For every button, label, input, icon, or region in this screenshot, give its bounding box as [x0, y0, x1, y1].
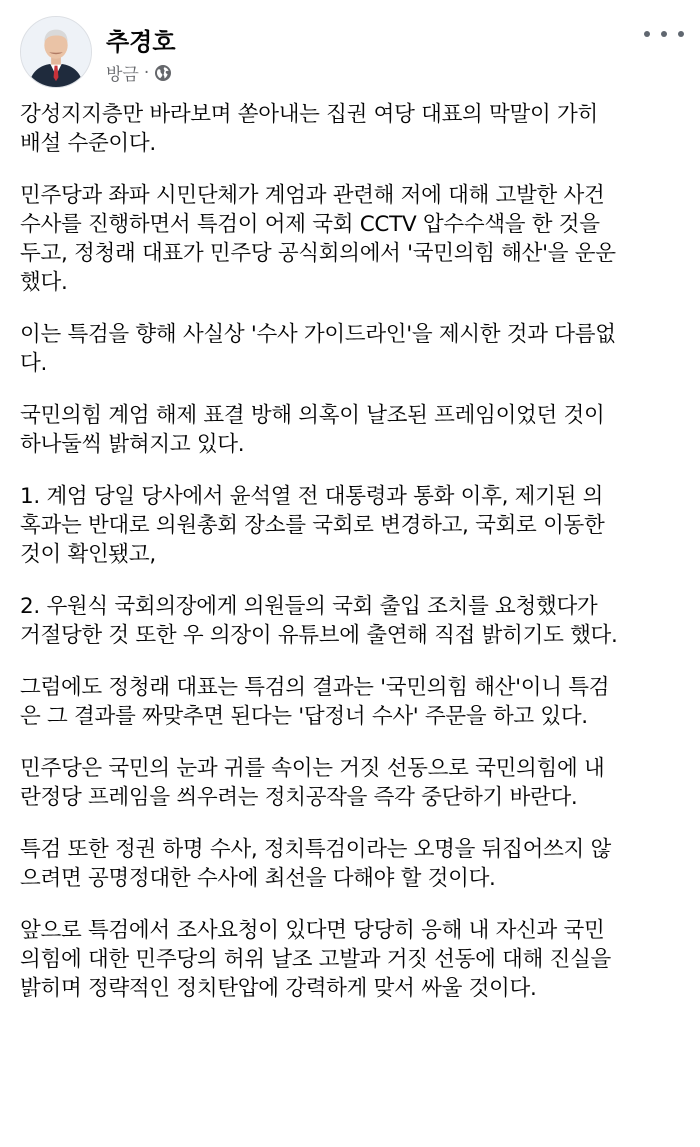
meta-separator: ·	[143, 62, 150, 83]
post-header	[20, 16, 684, 88]
more-horizontal-icon	[678, 31, 684, 37]
avatar-portrait-image	[21, 17, 91, 87]
more-options-button[interactable]	[644, 22, 684, 46]
more-horizontal-icon	[661, 31, 667, 37]
post-paragraph: 특검 또한 정권 하명 수사, 정치특검이라는 오명을 뒤집어쓰지 않 으려면 공명정대한 수사에 최선을 다해야 할 것이다.	[20, 837, 612, 891]
globe-icon[interactable]	[154, 64, 172, 82]
post-paragraph: 이는 특검을 향해 사실상 '수사 가이드라인'을 제시한 것과 다름없 다.	[20, 322, 616, 376]
post-paragraph: 그럼에도 정청래 대표는 특검의 결과는 '국민의힘 해산'이니 특검 은 그 결과를 짜맞추면 된다는 '답정너 수사' 주문을 하고 있다.	[20, 675, 610, 729]
post-paragraph: 강성지지층만 바라보며 쏟아내는 집권 여당 대표의 막말이 가히 배설 수준이다.	[20, 102, 598, 156]
post-paragraph: 국민의힘 계엄 해제 표결 방해 의혹이 날조된 프레임이었던 것이 하나둘씩 밝혀지고 있다.	[20, 403, 605, 457]
more-horizontal-icon	[644, 31, 650, 37]
post-meta	[106, 60, 172, 85]
author-name[interactable]: 추경호	[106, 28, 176, 56]
post-timestamp[interactable]: 방금	[106, 65, 139, 85]
post-paragraph: 민주당과 좌파 시민단체가 계엄과 관련해 저에 대해 고발한 사건 수사를 진행하면서 특검이 어제 국회 CCTV 압수수색을 한 것을 두고, 정청래 대표가 민주당 공식회의에서 '국민의힘 해산'을 운운 했다.	[20, 183, 616, 295]
post-paragraph: 1. 계엄 당일 당사에서 윤석열 전 대통령과 통화 이후, 제기된 의 혹과는 반대로 의원총회 장소를 국회로 변경하고, 국회로 이동한 것이 확인됐고,	[20, 484, 605, 567]
post-paragraph: 앞으로 특검에서 조사요청이 있다면 당당히 응해 내 자신과 국민 의힘에 대한 민주당의 허위 날조 고발과 거짓 선동에 대해 진실을 밝히며 정략적인 정치탄압에 강력하게 맞서 싸울 것이다.	[20, 918, 612, 1001]
post-body	[20, 100, 684, 1026]
author-avatar[interactable]	[20, 16, 92, 88]
post-paragraph: 민주당은 국민의 눈과 귀를 속이는 거짓 선동으로 국민의힘에 내 란정당 프레임을 씌우려는 정치공작을 즉각 중단하기 바란다.	[20, 756, 605, 810]
post-paragraph: 2. 우원식 국회의장에게 의원들의 국회 출입 조치를 요청했다가 거절당한 것 또한 우 의장이 유튜브에 출연해 직접 밝히기도 했다.	[20, 594, 618, 648]
